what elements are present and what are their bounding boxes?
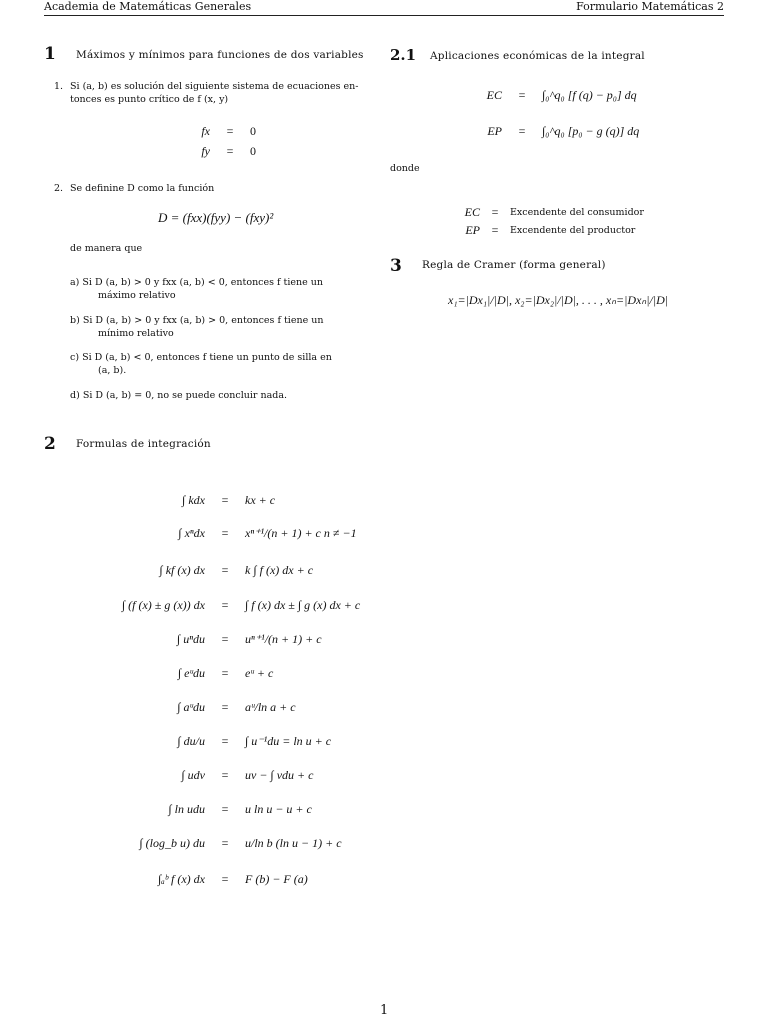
formula-lhs: ∫ aᵘdu (177, 700, 205, 714)
integration-formula: ∫ₐᵇ f (x) dx = F (b) − F (a) (40, 872, 308, 887)
eq-fy-rhs: 0 (250, 144, 256, 158)
item-2-label: 2. (54, 183, 64, 194)
ec-formula: EC = ∫₀^q₀ [f (q) − p₀] dq (470, 88, 637, 103)
formula-lhs: ∫ (f (x) ± g (x)) dx (121, 598, 205, 612)
formula-rhs: F (b) − F (a) (245, 872, 308, 886)
donde: donde (390, 163, 420, 174)
ec-lhs: EC (486, 88, 502, 102)
ec-rhs: ∫₀^q₀ [f (q) − p₀] dq (542, 88, 637, 102)
integration-formula: ∫ kdx = kx + c (40, 493, 275, 508)
case-d: d) Si D (a, b) = 0, no se puede concluir nada. (70, 390, 288, 401)
integration-formula: ∫ uⁿdu = uⁿ⁺¹/(n + 1) + c (40, 632, 322, 647)
integration-formula: ∫ du/u = ∫ u⁻¹du = ln u + c (40, 734, 331, 749)
formula-lhs: ∫ kdx (182, 493, 205, 507)
ec-description: EC = Excendente del consumidor (464, 205, 644, 219)
eq-fx-lhs: fx (201, 124, 210, 138)
header-rule (44, 15, 724, 16)
eq-fy: fy = 0 (190, 144, 256, 159)
case-c: c) Si D (a, b) < 0, entonces f tiene un punto de silla en (a, b). (70, 352, 332, 376)
header-right: Formulario Matemáticas 2 (576, 0, 724, 13)
item-1-line1: Si (a, b) es solución del siguiente sistema de ecuaciones en- (70, 81, 359, 92)
section-3-title: Regla de Cramer (forma general) (422, 259, 606, 271)
case-a: a) Si D (a, b) > 0 y fxx (a, b) < 0, entonces f tiene un máximo relativo (70, 277, 324, 301)
formula-rhs: xⁿ⁺¹/(n + 1) + c n ≠ −1 (245, 526, 357, 540)
formula-lhs: ∫ eᵘdu (177, 666, 205, 680)
item-1-text (70, 80, 380, 106)
integration-formula: ∫ kf (x) dx = k ∫ f (x) dx + c (40, 563, 313, 578)
integration-formula: ∫ (log_b u) du = u/ln b (ln u − 1) + c (40, 836, 342, 851)
integration-formula: ∫ (f (x) ± g (x)) dx = ∫ f (x) dx ± ∫ g (x) dx + c (40, 598, 360, 613)
ep-rhs: ∫₀^q₀ [p₀ − g (q)] dq (542, 124, 640, 138)
eq-fx: fx = 0 (190, 124, 256, 139)
ep-lhs: EP (487, 124, 502, 138)
formula-rhs: k ∫ f (x) dx + c (245, 563, 314, 577)
section-2-1-title: Aplicaciones económicas de la integral (430, 50, 645, 62)
formula-rhs: ∫ u⁻¹du = ln u + c (245, 734, 332, 748)
section-1-number: 1 (44, 44, 56, 64)
section-3-number: 3 (390, 256, 402, 276)
section-1-title: Máximos y mínimos para funciones de dos variables (76, 49, 364, 61)
section-2-number: 2 (44, 434, 56, 454)
formula-lhs: ∫ kf (x) dx (159, 563, 205, 577)
formula-rhs: u/ln b (ln u − 1) + c (245, 836, 342, 850)
formula-rhs: ∫ f (x) dx ± ∫ g (x) dx + c (245, 598, 361, 612)
formula-rhs: eᵘ + c (245, 666, 274, 680)
item-1-line2: tonces es punto crítico de f (x, y) (70, 94, 229, 105)
ep-formula: EP = ∫₀^q₀ [p₀ − g (q)] dq (470, 124, 639, 139)
section-2-title: Formulas de integración (76, 438, 211, 450)
formula-rhs: kx + c (245, 493, 276, 507)
formula-lhs: ∫ₐᵇ f (x) dx (157, 872, 205, 886)
eq-fy-lhs: fy (201, 144, 210, 158)
integration-formula: ∫ aᵘdu = aᵘ/ln a + c (40, 700, 296, 715)
item-2-text: Se definine D como la función (70, 183, 215, 194)
page-number: 1 (380, 1003, 389, 1018)
header-left: Academia de Matemáticas Generales (44, 0, 252, 13)
formula-lhs: ∫ (log_b u) du (139, 836, 205, 850)
formula-rhs: uⁿ⁺¹/(n + 1) + c (245, 632, 322, 646)
section-2-1-number: 2.1 (390, 46, 417, 64)
integration-formula: ∫ udv = uv − ∫ vdu + c (40, 768, 313, 783)
formula-rhs: aᵘ/ln a + c (245, 700, 296, 714)
formula-lhs: ∫ du/u (177, 734, 205, 748)
integration-formula: ∫ xⁿdx = xⁿ⁺¹/(n + 1) + c n ≠ −1 (40, 526, 357, 541)
formula-lhs: ∫ ln udu (168, 802, 205, 816)
integration-formula: ∫ eᵘdu = eᵘ + c (40, 666, 273, 681)
eq-fx-rhs: 0 (250, 124, 256, 138)
case-b: b) Si D (a, b) > 0 y fxx (a, b) > 0, entonces f tiene un mínimo relativo (70, 315, 324, 339)
formula-lhs: ∫ udv (181, 768, 205, 782)
integration-formula: ∫ ln udu = u ln u − u + c (40, 802, 312, 817)
formula-rhs: u ln u − u + c (245, 802, 312, 816)
formula-lhs: ∫ xⁿdx (178, 526, 205, 540)
d-definition: D = (fxx)(fyy) − (fxy)² (158, 210, 274, 225)
formula-lhs: ∫ uⁿdu (176, 632, 205, 646)
formula-rhs: uv − ∫ vdu + c (245, 768, 314, 782)
item-1-label: 1. (54, 81, 64, 92)
de-manera-que: de manera que (70, 243, 143, 254)
ep-description: EP = Excendente del productor (465, 223, 636, 237)
cramer-rule: x₁=|Dx₁|/|D|, x₂=|Dx₂|/|D|, . . . , xₙ=|Dxₙ|/|D| (448, 293, 669, 307)
